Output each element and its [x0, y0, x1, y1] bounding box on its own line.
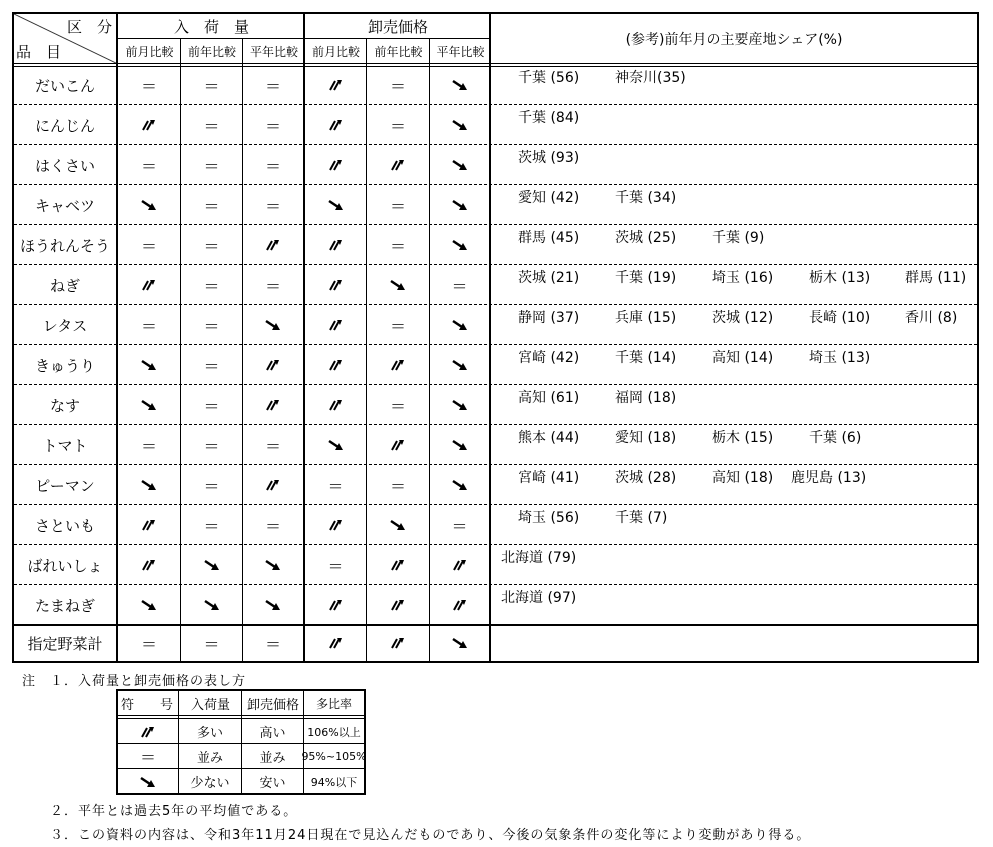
down-arrow-icon	[452, 637, 468, 649]
legend-column-divider	[303, 691, 304, 793]
corner-category-label: 区 分	[66, 17, 112, 36]
trend-cell	[181, 545, 242, 585]
trend-cell	[118, 305, 180, 345]
trend-cell	[118, 505, 180, 545]
up-arrow-icon	[266, 479, 280, 491]
up-arrow-icon	[329, 279, 343, 291]
equal-icon: ＝	[264, 436, 281, 456]
column-divider	[429, 38, 430, 661]
legend-arrivals: 並み	[196, 751, 223, 766]
up-arrow-icon	[266, 239, 280, 251]
trend-cell	[181, 105, 242, 145]
trend-cell	[430, 385, 489, 425]
share-origin: 高知 (18)	[712, 470, 774, 486]
column-divider	[366, 38, 367, 661]
equal-icon: ＝	[264, 76, 281, 96]
down-arrow-icon	[141, 599, 157, 611]
up-arrow-icon	[391, 159, 405, 171]
equal-icon: ＝	[140, 436, 157, 456]
trend-cell	[305, 585, 366, 625]
share-origin: 群馬 (45)	[518, 230, 580, 246]
legend-arrivals: 多い	[196, 726, 223, 741]
trend-cell	[243, 65, 303, 105]
equal-icon: ＝	[264, 516, 281, 536]
legend-symbol	[118, 719, 178, 744]
down-arrow-icon	[452, 399, 468, 411]
trend-cell	[430, 265, 489, 305]
total-trend-cell	[243, 625, 303, 661]
sub-header-arrivals-prev-month: 前月比較	[125, 44, 174, 59]
trend-cell	[305, 265, 366, 305]
trend-cell	[430, 505, 489, 545]
trend-cell	[118, 265, 180, 305]
equal-icon: ＝	[389, 116, 406, 136]
note-1: 注 １．入荷量と卸売価格の表し方	[22, 674, 247, 689]
down-arrow-icon	[265, 319, 281, 331]
legend-ratio: 94%以下	[310, 775, 358, 789]
vegetable-forecast-table	[12, 12, 979, 663]
share-origin: 神奈川(35)	[615, 70, 686, 86]
trend-cell	[181, 225, 242, 265]
up-arrow-icon	[329, 119, 343, 131]
share-origin: 福岡 (18)	[615, 390, 677, 406]
trend-cell	[430, 585, 489, 625]
sub-header-price-prev-year: 前年比較	[374, 44, 423, 59]
trend-cell	[430, 65, 489, 105]
row-item-name: なす	[49, 396, 80, 415]
column-divider	[303, 14, 305, 661]
down-arrow-icon	[390, 279, 406, 291]
legend-price: 高い	[259, 726, 286, 741]
equal-icon: ＝	[203, 196, 220, 216]
total-trend-cell	[118, 625, 180, 661]
trend-cell	[243, 465, 303, 505]
share-origin: 茨城 (25)	[615, 230, 677, 246]
trend-cell	[305, 185, 366, 225]
trend-cell	[430, 185, 489, 225]
symbol-legend-table	[116, 689, 366, 795]
up-arrow-icon	[391, 599, 405, 611]
legend-header-symbol: 符 号	[121, 697, 174, 713]
share-origin: 千葉 (34)	[615, 190, 677, 206]
down-arrow-icon	[141, 359, 157, 371]
share-origin: 香川 (8)	[905, 310, 958, 326]
trend-cell	[367, 425, 429, 465]
trend-cell	[118, 545, 180, 585]
legend-header-price: 卸売価格	[246, 697, 299, 713]
trend-cell	[305, 465, 366, 505]
trend-cell	[367, 385, 429, 425]
arrivals-group-header: 入 荷 量	[173, 17, 249, 36]
sub-header-arrivals-normal-year: 平年比較	[249, 44, 298, 59]
trend-cell	[243, 385, 303, 425]
share-origin: 千葉 (84)	[518, 110, 580, 126]
up-arrow-icon	[391, 439, 405, 451]
equal-icon: ＝	[203, 316, 220, 336]
trend-cell	[243, 425, 303, 465]
trend-cell	[118, 425, 180, 465]
row-item-name: ピーマン	[35, 476, 95, 495]
note-2: ２．平年とは過去5年の平均値である。	[50, 804, 298, 819]
trend-cell	[118, 225, 180, 265]
equal-icon: ＝	[389, 396, 406, 416]
column-divider	[242, 38, 243, 661]
trend-cell	[305, 505, 366, 545]
up-arrow-icon	[329, 359, 343, 371]
up-arrow-icon	[142, 119, 156, 131]
legend-symbol	[118, 744, 178, 769]
share-origin: 宮崎 (42)	[518, 350, 580, 366]
equal-icon: ＝	[203, 356, 220, 376]
row-item-name: ばれいしょ	[27, 556, 103, 575]
share-cell	[491, 185, 977, 225]
up-arrow-icon	[453, 559, 467, 571]
trend-cell	[118, 345, 180, 385]
down-arrow-icon	[265, 559, 281, 571]
trend-cell	[430, 145, 489, 185]
share-origin: 茨城 (21)	[518, 270, 580, 286]
down-arrow-icon	[452, 439, 468, 451]
share-origin: 愛知 (42)	[518, 190, 580, 206]
share-origin: 鹿児島 (13)	[791, 470, 867, 486]
legend-price: 安い	[259, 776, 286, 791]
trend-cell	[243, 345, 303, 385]
down-arrow-icon	[265, 599, 281, 611]
equal-icon: ＝	[389, 76, 406, 96]
equal-icon: ＝	[451, 516, 468, 536]
trend-cell	[181, 585, 242, 625]
up-arrow-icon	[453, 599, 467, 611]
row-item-name: ほうれんそう	[19, 236, 110, 255]
down-arrow-icon	[452, 239, 468, 251]
down-arrow-icon	[452, 199, 468, 211]
trend-cell	[181, 505, 242, 545]
equal-icon: ＝	[203, 634, 220, 654]
share-origin: 千葉 (56)	[518, 70, 580, 86]
note-3: ３．この資料の内容は、令和3年11月24日現在で見込んだものであり、今後の気象条件の変化等により変動があり得る。	[50, 828, 811, 843]
share-cell	[491, 105, 977, 145]
trend-cell	[367, 585, 429, 625]
share-origin: 千葉 (7)	[615, 510, 668, 526]
row-item-name: トマト	[42, 436, 88, 455]
up-arrow-icon	[391, 559, 405, 571]
trend-cell	[181, 185, 242, 225]
up-arrow-icon	[142, 559, 156, 571]
share-cell	[491, 65, 977, 105]
trend-cell	[430, 345, 489, 385]
equal-icon: ＝	[327, 476, 344, 496]
equal-icon: ＝	[203, 236, 220, 256]
up-arrow-icon	[329, 399, 343, 411]
legend-ratio: 106%以上	[307, 725, 361, 739]
trend-cell	[243, 505, 303, 545]
equal-icon: ＝	[140, 76, 157, 96]
share-origin: 兵庫 (15)	[615, 310, 677, 326]
trend-cell	[243, 105, 303, 145]
down-arrow-icon	[452, 79, 468, 91]
trend-cell	[243, 185, 303, 225]
down-arrow-icon	[141, 479, 157, 491]
equal-icon: ＝	[203, 116, 220, 136]
trend-cell	[430, 425, 489, 465]
equal-icon: ＝	[203, 516, 220, 536]
up-arrow-icon	[266, 399, 280, 411]
trend-cell	[181, 425, 242, 465]
legend-arrivals: 少ない	[190, 776, 230, 791]
share-origin: 千葉 (14)	[615, 350, 677, 366]
down-arrow-icon	[452, 159, 468, 171]
share-origin: 愛知 (18)	[615, 430, 677, 446]
legend-column-divider	[241, 691, 242, 793]
equal-icon: ＝	[140, 156, 157, 176]
share-origin: 千葉 (19)	[615, 270, 677, 286]
share-origin: 北海道 (79)	[501, 550, 577, 566]
down-arrow-icon	[140, 776, 156, 788]
equal-icon: ＝	[203, 476, 220, 496]
up-arrow-icon	[329, 319, 343, 331]
trend-cell	[243, 305, 303, 345]
trend-cell	[181, 345, 242, 385]
trend-cell	[430, 465, 489, 505]
share-cell	[491, 385, 977, 425]
down-arrow-icon	[452, 359, 468, 371]
trend-cell	[305, 145, 366, 185]
equal-icon: ＝	[203, 276, 220, 296]
equal-icon: ＝	[139, 748, 156, 767]
share-cell	[491, 345, 977, 385]
trend-cell	[243, 145, 303, 185]
total-trend-cell	[305, 625, 366, 661]
share-cell	[491, 465, 977, 505]
equal-icon: ＝	[264, 634, 281, 654]
up-arrow-icon	[329, 599, 343, 611]
share-origin: 高知 (14)	[712, 350, 774, 366]
column-divider	[116, 14, 118, 661]
share-origin: 埼玉 (13)	[809, 350, 871, 366]
share-origin: 高知 (61)	[518, 390, 580, 406]
down-arrow-icon	[452, 319, 468, 331]
down-arrow-icon	[328, 199, 344, 211]
legend-header-arrivals: 入荷量	[190, 697, 230, 713]
trend-cell	[430, 305, 489, 345]
up-arrow-icon	[142, 279, 156, 291]
trend-cell	[243, 225, 303, 265]
legend-symbol	[118, 769, 178, 794]
trend-cell	[305, 425, 366, 465]
trend-cell	[367, 465, 429, 505]
trend-cell	[181, 465, 242, 505]
trend-cell	[305, 345, 366, 385]
row-item-name: だいこん	[34, 76, 95, 95]
share-origin: 栃木 (15)	[712, 430, 774, 446]
share-header: (参考)前年月の主要産地シェア(%)	[625, 32, 843, 48]
sub-header-price-normal-year: 平年比較	[436, 44, 485, 59]
trend-cell	[181, 65, 242, 105]
up-arrow-icon	[329, 239, 343, 251]
down-arrow-icon	[141, 199, 157, 211]
trend-cell	[367, 185, 429, 225]
trend-cell	[305, 305, 366, 345]
up-arrow-icon	[329, 637, 343, 649]
down-arrow-icon	[452, 119, 468, 131]
trend-cell	[367, 545, 429, 585]
equal-icon: ＝	[389, 316, 406, 336]
trend-cell	[243, 265, 303, 305]
corner-item-label: 品 目	[16, 42, 62, 61]
share-origin: 千葉 (6)	[809, 430, 862, 446]
trend-cell	[367, 345, 429, 385]
share-origin: 茨城 (12)	[712, 310, 774, 326]
equal-icon: ＝	[203, 396, 220, 416]
trend-cell	[118, 385, 180, 425]
row-item-name: ねぎ	[49, 276, 80, 295]
up-arrow-icon	[266, 359, 280, 371]
equal-icon: ＝	[389, 476, 406, 496]
row-item-name: さといも	[34, 516, 95, 535]
share-origin: 埼玉 (16)	[712, 270, 774, 286]
equal-icon: ＝	[327, 556, 344, 576]
share-cell	[491, 305, 977, 345]
share-origin: 茨城 (28)	[615, 470, 677, 486]
down-arrow-icon	[204, 559, 220, 571]
trend-cell	[181, 385, 242, 425]
price-group-header: 卸売価格	[367, 17, 428, 36]
up-arrow-icon	[329, 79, 343, 91]
share-origin: 埼玉 (56)	[518, 510, 580, 526]
trend-cell	[118, 185, 180, 225]
trend-cell	[430, 105, 489, 145]
equal-icon: ＝	[389, 236, 406, 256]
share-origin: 静岡 (37)	[518, 310, 580, 326]
share-origin: 長崎 (10)	[809, 310, 871, 326]
row-item-name: キャベツ	[34, 196, 95, 215]
share-cell	[491, 425, 977, 465]
trend-cell	[118, 105, 180, 145]
trend-cell	[305, 65, 366, 105]
trend-cell	[243, 545, 303, 585]
trend-cell	[367, 305, 429, 345]
share-origin: 熊本 (44)	[518, 430, 580, 446]
share-origin: 茨城 (93)	[518, 150, 580, 166]
trend-cell	[118, 585, 180, 625]
up-arrow-icon	[391, 359, 405, 371]
down-arrow-icon	[328, 439, 344, 451]
trend-cell	[181, 265, 242, 305]
share-cell	[491, 145, 977, 185]
equal-icon: ＝	[140, 634, 157, 654]
trend-cell	[367, 105, 429, 145]
row-item-name: はくさい	[34, 156, 95, 175]
trend-cell	[367, 65, 429, 105]
equal-icon: ＝	[389, 196, 406, 216]
row-item-name: たまねぎ	[34, 596, 95, 615]
down-arrow-icon	[204, 599, 220, 611]
trend-cell	[118, 465, 180, 505]
equal-icon: ＝	[264, 116, 281, 136]
column-divider	[489, 14, 491, 661]
share-cell	[491, 265, 977, 305]
up-arrow-icon	[141, 726, 155, 738]
total-trend-cell	[430, 625, 489, 661]
equal-icon: ＝	[203, 436, 220, 456]
equal-icon: ＝	[451, 276, 468, 296]
share-cell	[491, 225, 977, 265]
trend-cell	[305, 385, 366, 425]
up-arrow-icon	[391, 637, 405, 649]
legend-price: 並み	[259, 751, 286, 766]
sub-header-arrivals-prev-year: 前年比較	[187, 44, 236, 59]
trend-cell	[118, 145, 180, 185]
trend-cell	[430, 545, 489, 585]
total-trend-cell	[367, 625, 429, 661]
row-item-name: きゅうり	[34, 356, 95, 375]
equal-icon: ＝	[264, 276, 281, 296]
trend-cell	[367, 265, 429, 305]
sub-header-price-prev-month: 前月比較	[311, 44, 360, 59]
share-cell	[491, 545, 977, 585]
equal-icon: ＝	[203, 156, 220, 176]
total-trend-cell	[181, 625, 242, 661]
trend-cell	[181, 305, 242, 345]
trend-cell	[305, 225, 366, 265]
equal-icon: ＝	[140, 316, 157, 336]
up-arrow-icon	[142, 519, 156, 531]
legend-header-ratio: 多比率	[315, 696, 352, 711]
trend-cell	[118, 65, 180, 105]
equal-icon: ＝	[140, 236, 157, 256]
column-divider	[180, 38, 181, 661]
down-arrow-icon	[141, 399, 157, 411]
trend-cell	[367, 505, 429, 545]
down-arrow-icon	[390, 519, 406, 531]
down-arrow-icon	[452, 479, 468, 491]
trend-cell	[430, 225, 489, 265]
trend-cell	[305, 105, 366, 145]
up-arrow-icon	[329, 519, 343, 531]
trend-cell	[181, 145, 242, 185]
up-arrow-icon	[329, 159, 343, 171]
equal-icon: ＝	[264, 196, 281, 216]
legend-ratio: 95%~105%	[301, 750, 367, 763]
equal-icon: ＝	[264, 156, 281, 176]
row-item-name: レタス	[42, 316, 88, 335]
row-item-name: にんじん	[34, 116, 95, 135]
trend-cell	[305, 545, 366, 585]
share-origin: 栃木 (13)	[809, 270, 871, 286]
share-cell	[491, 585, 977, 625]
share-origin: 宮崎 (41)	[518, 470, 580, 486]
share-origin: 群馬 (11)	[905, 270, 967, 286]
share-cell	[491, 505, 977, 545]
legend-column-divider	[178, 691, 179, 793]
share-origin: 千葉 (9)	[712, 230, 765, 246]
trend-cell	[367, 145, 429, 185]
equal-icon: ＝	[203, 76, 220, 96]
trend-cell	[243, 585, 303, 625]
total-row-name: 指定野菜計	[27, 634, 103, 653]
trend-cell	[367, 225, 429, 265]
share-origin: 北海道 (97)	[501, 590, 577, 606]
